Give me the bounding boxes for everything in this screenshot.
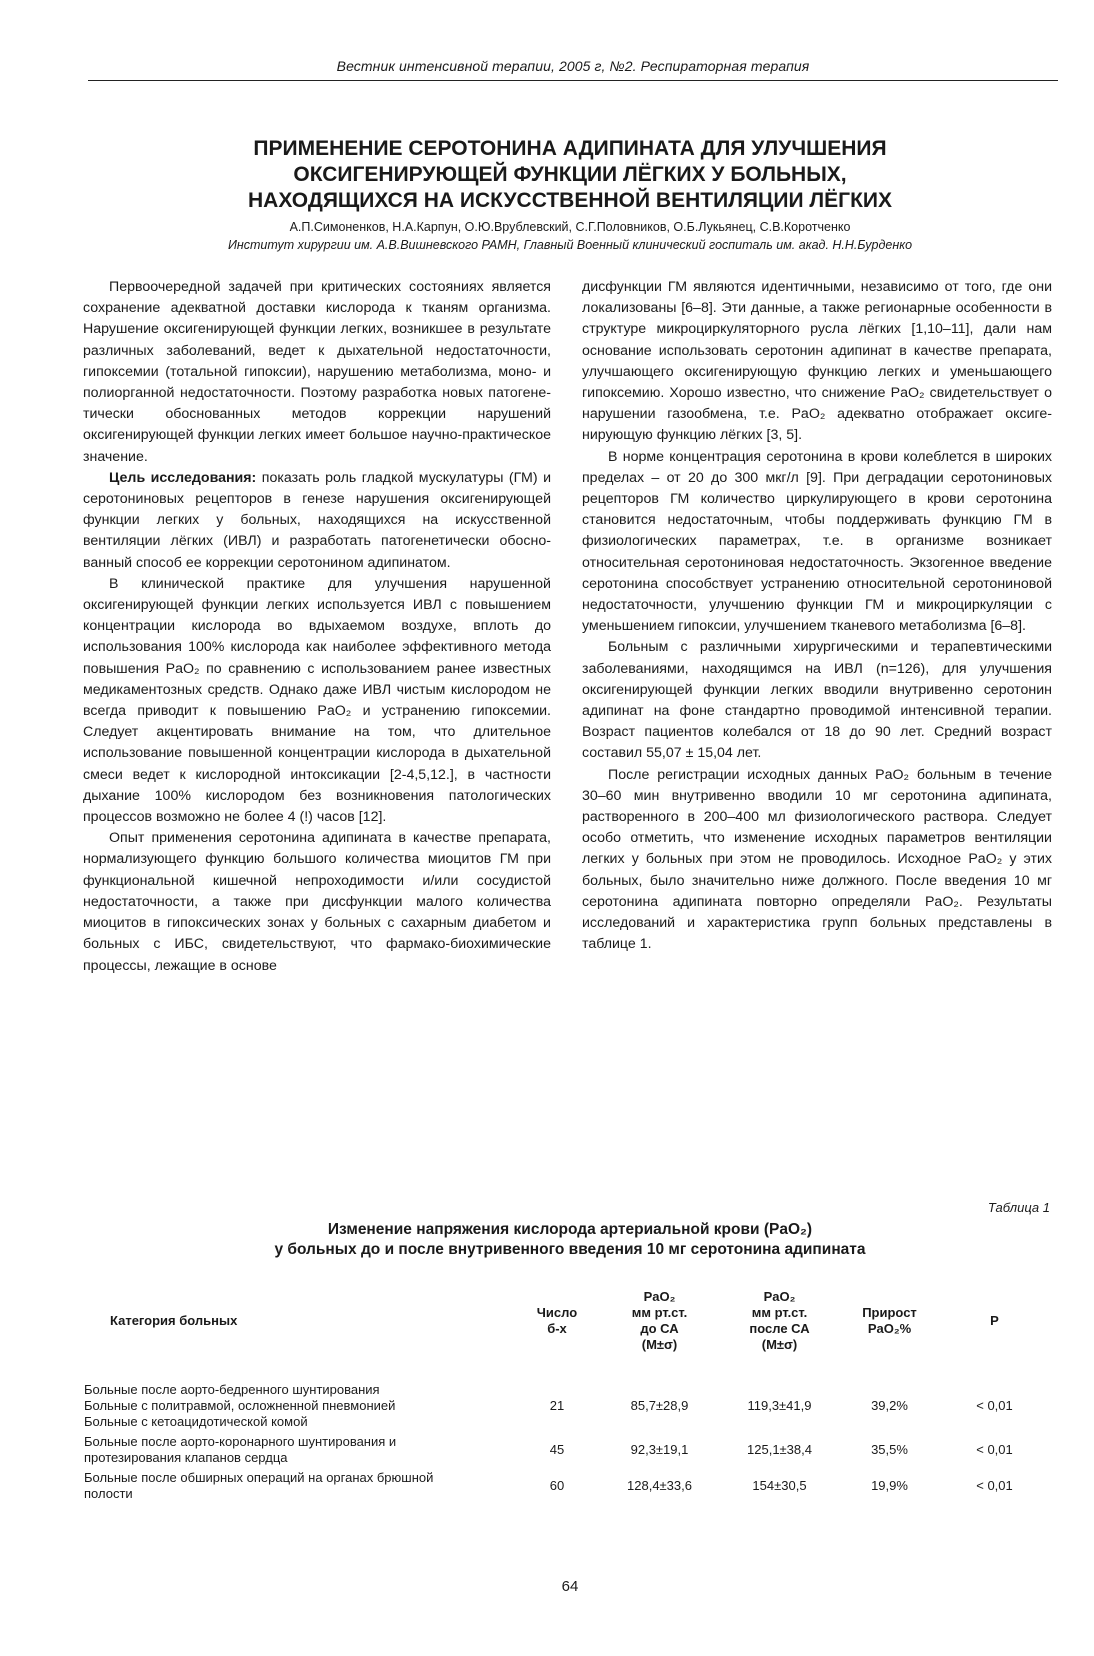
body-paragraph: дисфункции ГМ являются идентичными, независимо от того, где они локализованы [6–8]. Эти данные, а также регионарные особенности в структуре микроциркуляторного русла лёгких [1,10–11], дали нам основание использовать серотонин адипинат в качестве препарата, улучшающего оксигенирующую функцию легких и уменьшающего гипоксемию. Хорошо известно, что снижение PaO₂ свидетельствует о нарушении газообмена, т.е. PaO₂ адекватно отображает оксигенирующую функцию лёгких [3, 5]. <box>582 279 1052 444</box>
row-pao2-after: 154±30,5 <box>752 1478 807 1493</box>
table-row <box>82 1432 1052 1468</box>
body-paragraph-aim <box>83 468 551 574</box>
title-line-2: ОКСИГЕНИРУЮЩЕЙ ФУНКЦИИ ЛЁГКИХ У БОЛЬНЫХ, <box>293 163 847 186</box>
aim-lead: Цель исследования: <box>109 469 257 486</box>
row-gain: 19,9% <box>871 1478 908 1493</box>
body-paragraph: После регистрации исходных данных PaO₂ больным в течение 30–60 мин внутривенно вводили 10 мг серотонина адипината, растворенного в 200–400 мл физиологического раствора. Следует особо отметить, что изменение исходных параметров вентиляции легких у больных при этом не проводилось. Исходное PaO₂ у этих больных, было значительно ниже должного. После введения 10 мг серотонина адипината повторно определяли PaO₂. Результаты исследований и характеристика групп больных представлены в таблице 1. <box>582 766 1052 953</box>
header-p-value: P <box>990 1313 999 1328</box>
header-pao2-gain: Прирост PaO₂% <box>862 1305 917 1336</box>
page-number: 64 <box>561 1578 579 1595</box>
institution-affiliation: Институт хирургии им. А.В.Вишневского РАМН, Главный Военный клинический госпиталь им. акад. Н.Н.Бурденко <box>227 238 913 252</box>
title-line-1: ПРИМЕНЕНИЕ СЕРОТОНИНА АДИПИНАТА ДЛЯ УЛУЧШЕНИЯ <box>253 137 887 160</box>
row-category: Больные после аорто-бедренного шунтирования Больные с политравмой, осложненной пневмонией Больные с кетоацидотической комой <box>84 1382 396 1429</box>
header-pao2-before: PaO₂ мм рт.ст. до СА (M±σ) <box>631 1289 688 1352</box>
body-paragraph: Опыт применения серотонина адипината в качестве препарата, нормализующего функцию большого количества миоцитов ГМ при функциональной кишечной непроходимости и/или сосудистой недостаточности, а также при дисфункции малого количества миоцитов в гипоксических зонах у больных с сахарным диабетом и больных с ИБС, свидетельствуют, что фармако-биохимические процессы, лежащие в основе <box>83 830 551 974</box>
table-row <box>82 1380 1052 1432</box>
table-title <box>120 1220 1020 1260</box>
table-row <box>82 1468 1052 1504</box>
row-pao2-after: 119,3±41,9 <box>747 1398 812 1413</box>
body-paragraph: Больным с различными хирургическими и терапевтическими заболеваниями, находящимся на ИВЛ (n=126), для улучшения оксигенирующей функции легких вводили внутривенно серотонин адипинат на фоне стандартно проводимой интенсивной терапии. Возраст пациентов колебался от 18 до 90 лет. Средний возраст составил 55,07 ± 15,04 лет. <box>582 639 1052 762</box>
left-column <box>83 277 551 977</box>
row-category: Больные после обширных операций на органах брюшной полости <box>84 1470 434 1501</box>
table-title-line-2: у больных до и после внутривенного введения 10 мг серотонина адипината <box>274 1241 866 1258</box>
row-category: Больные после аорто-коронарного шунтирования и протезирования клапанов сердца <box>84 1434 397 1465</box>
body-paragraph: В клинической практике для улучшения нарушенной оксигенирующей функции легких используется ИВЛ с повышением концентрации кислорода во вдыхаемом воздухе, вплоть до использования 100% кислорода как наиболее эффективного метода повышения PaO₂ по сравнению с использованием ранее известных медикаментозных средств. Однако даже ИВЛ чистым кислородом не всегда приводит к повышению PaO₂ и устранению гипоксемии. Следует акцентировать внимание на том, что длительное использование повышенной концентрации кислорода в дыхательной смеси ведет к кислородной интоксикации [2-4,5,12.], в частности дыхание 100% кислородом без возникновения патологических процессов возможно не более 4 (!) часов [12]. <box>83 575 551 826</box>
author-list: А.П.Симоненков, Н.А.Карпун, О.Ю.Врублевский, С.Г.Половников, О.Б.Лукьянец, С.В.Коротченко <box>289 220 851 234</box>
aim-text: показать роль гладкой мускулатуры (ГМ) и серотониновых рецепторов в генезе нарушения оксигенирующей функции легких у больных, находящихся на искусственной вентиляции лёгких (ИВЛ) и разработать патогенетически обоснованный способ ее коррекции серотонином адипинатом. <box>83 469 551 571</box>
row-p-value: < 0,01 <box>976 1442 1013 1457</box>
right-column <box>582 277 1052 956</box>
row-p-value: < 0,01 <box>976 1478 1013 1493</box>
row-pao2-after: 125,1±38,4 <box>747 1442 812 1457</box>
row-pao2-before: 128,4±33,6 <box>627 1478 692 1493</box>
row-count: 21 <box>549 1398 565 1413</box>
row-count: 60 <box>549 1478 565 1493</box>
row-gain: 35,5% <box>871 1442 908 1457</box>
row-pao2-before: 92,3±19,1 <box>630 1442 689 1457</box>
table-header-row <box>82 1262 1052 1380</box>
row-pao2-before: 85,7±28,9 <box>630 1398 689 1413</box>
row-gain: 39,2% <box>871 1398 908 1413</box>
header-category: Категория больных <box>110 1313 238 1328</box>
table-title-line-1: Изменение напряжения кислорода артериальной крови (PaO₂) <box>327 1221 813 1238</box>
body-paragraph: Первоочередной задачей при критических состояниях является сохранение адекватной доставки кислорода к тканям организма. Нарушение оксигенирующей функции легких, возникшее в результате различных заболеваний, ведет к дыхательной недостаточности, гипоксемии (тотальной гипоксии), нарушению метаболизма, моно- и полиорганной недостаточности. Поэтому разработка новых патогенетически обоснованных методов коррекции нарушений оксигенирующей функции легких имеет большое научно-практическое значение. <box>83 279 551 465</box>
results-table <box>82 1262 1052 1504</box>
table-label: Таблица 1 <box>987 1200 1050 1215</box>
title-line-3: НАХОДЯЩИХСЯ НА ИСКУССТВЕННОЙ ВЕНТИЛЯЦИИ ЛЁГКИХ <box>248 189 892 212</box>
header-rule <box>88 80 1058 81</box>
row-count: 45 <box>549 1442 565 1457</box>
article-title <box>120 136 1020 214</box>
header-count: Число б-х <box>536 1305 578 1336</box>
header-pao2-after: PaO₂ мм рт.ст. после СА (M±σ) <box>749 1289 810 1352</box>
body-paragraph: В норме концентрация серотонина в крови колеблется в широких пределах – от 20 до 300 мкг/л [9]. При деградации серотониновых рецепторов ГМ количество циркулирующего в крови серотонина становится недостаточным, чтобы поддерживать функцию ГМ в физиологических параметрах, т.е. в организме возникает относительная серотониновая недостаточность. Экзогенное введение серотонина способствует устранению относительной серотониновой недостаточности, улучшению функции ГМ и микроциркуляции с уменьшением гипоксии, улучшением тканевого метаболизма [6–8]. <box>582 448 1052 635</box>
row-p-value: < 0,01 <box>976 1398 1013 1413</box>
running-head: Вестник интенсивной терапии, 2005 г, №2. Респираторная терапия <box>336 58 810 74</box>
